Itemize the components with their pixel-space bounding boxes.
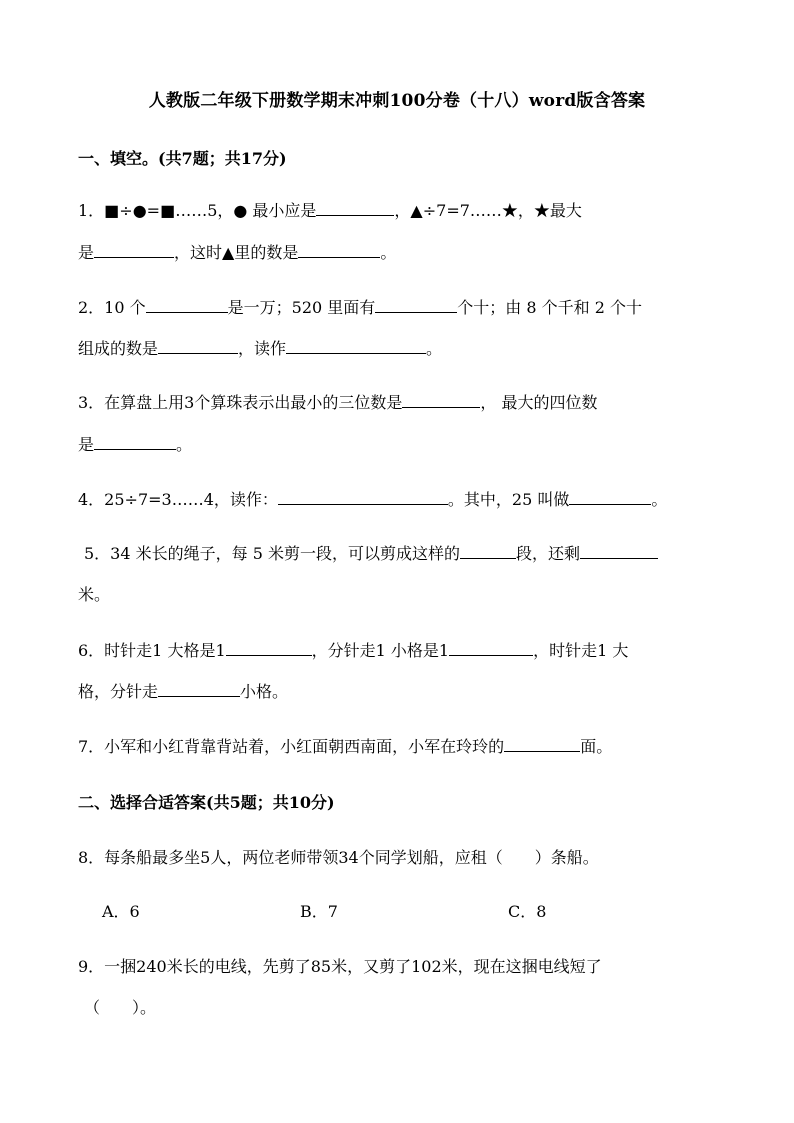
question-1-line-1 — [78, 198, 582, 221]
answer-blank[interactable] — [504, 735, 580, 752]
answer-blank[interactable] — [278, 488, 448, 505]
answer-blank[interactable] — [569, 488, 651, 505]
answer-blank[interactable] — [449, 639, 533, 656]
answer-blank[interactable] — [375, 296, 457, 313]
document-title: 人教版二年级下册数学期末冲刺100分卷（十八）word版含答案 — [148, 91, 646, 111]
answer-blank[interactable] — [158, 680, 240, 697]
question-5-line-2 — [78, 582, 110, 605]
question-5-line-1 — [84, 541, 658, 564]
question-9-line-1: 9．一捆240米长的电线，先剪了85米，又剪了102米，现在这捆电线短了 — [78, 957, 602, 976]
question-3-line-1 — [78, 390, 597, 413]
question-text: 。 — [651, 490, 668, 509]
question-text: ，分针走1 小格是1 — [311, 641, 450, 660]
question-text: 组成的数是 — [78, 339, 159, 358]
question-text: 面。 — [580, 737, 613, 756]
answer-blank[interactable] — [226, 639, 312, 656]
question-text: 。 — [426, 339, 443, 358]
question-text: 3．在算盘上用3个算珠表示出最小的三位数是 — [78, 393, 403, 412]
question-text: 1．■÷●=■……5，● 最小应是 — [78, 201, 317, 220]
question-text: 段，还剩 — [515, 544, 580, 563]
answer-blank[interactable] — [146, 296, 228, 313]
question-text: 小格。 — [240, 682, 289, 701]
question-text: 。 — [176, 435, 193, 454]
question-8-text: 8．每条船最多坐5人，两位老师带领34个同学划船，应租（ ）条船。 — [78, 848, 599, 867]
question-text: 。其中，25 叫做 — [447, 490, 570, 509]
section-heading-multiple-choice: 二、选择合适答案(共5题；共10分) — [78, 793, 335, 812]
answer-blank[interactable] — [316, 199, 394, 216]
question-text: 2．10 个 — [78, 298, 146, 317]
question-4-line-1 — [78, 487, 667, 510]
question-text: ，读作 — [238, 339, 287, 358]
question-2-line-2 — [78, 336, 442, 359]
answer-blank[interactable] — [580, 542, 658, 559]
question-text: 米。 — [78, 585, 111, 604]
question-7-line-1 — [78, 734, 612, 757]
question-1-line-2 — [78, 240, 396, 263]
question-text: 。 — [380, 243, 397, 262]
question-text: 格，分针走 — [78, 682, 159, 701]
question-2-line-1 — [78, 295, 642, 318]
question-text: 7．小军和小红背靠背站着，小红面朝西南面，小军在玲玲的 — [78, 737, 505, 756]
answer-blank[interactable] — [94, 241, 174, 258]
question-text: ，这时▲里的数是 — [174, 243, 299, 262]
answer-blank[interactable] — [94, 433, 176, 450]
answer-blank[interactable] — [460, 542, 516, 559]
option-a[interactable]: A．6 — [102, 902, 140, 921]
question-text: 个十；由 8 个千和 2 个十 — [457, 298, 642, 317]
question-text: ，▲÷7=7……★，★最大 — [394, 201, 582, 220]
question-6-line-2 — [78, 679, 288, 702]
answer-blank[interactable] — [298, 241, 380, 258]
question-6-line-1 — [78, 638, 628, 661]
question-3-line-2 — [78, 432, 192, 455]
question-text: 5．34 米长的绳子，每 5 米剪一段，可以剪成这样的 — [84, 544, 460, 563]
question-9-line-2: （ ）。 — [84, 998, 157, 1017]
answer-blank[interactable] — [158, 337, 238, 354]
option-b[interactable]: B．7 — [300, 902, 338, 921]
answer-blank[interactable] — [286, 337, 426, 354]
question-text: 是 — [78, 435, 95, 454]
question-text: ，时针走1 大 — [533, 641, 629, 660]
question-text: ， 最大的四位数 — [480, 393, 598, 412]
section-heading-fill-blank: 一、填空。(共7题；共17分) — [78, 149, 287, 168]
question-text: 6．时针走1 大格是1 — [78, 641, 226, 660]
question-text: 是一万；520 里面有 — [227, 298, 376, 317]
question-text: 4．25÷7=3……4，读作： — [78, 490, 278, 509]
option-c[interactable]: C．8 — [508, 902, 547, 921]
answer-blank[interactable] — [402, 391, 480, 408]
question-text: 是 — [78, 243, 95, 262]
